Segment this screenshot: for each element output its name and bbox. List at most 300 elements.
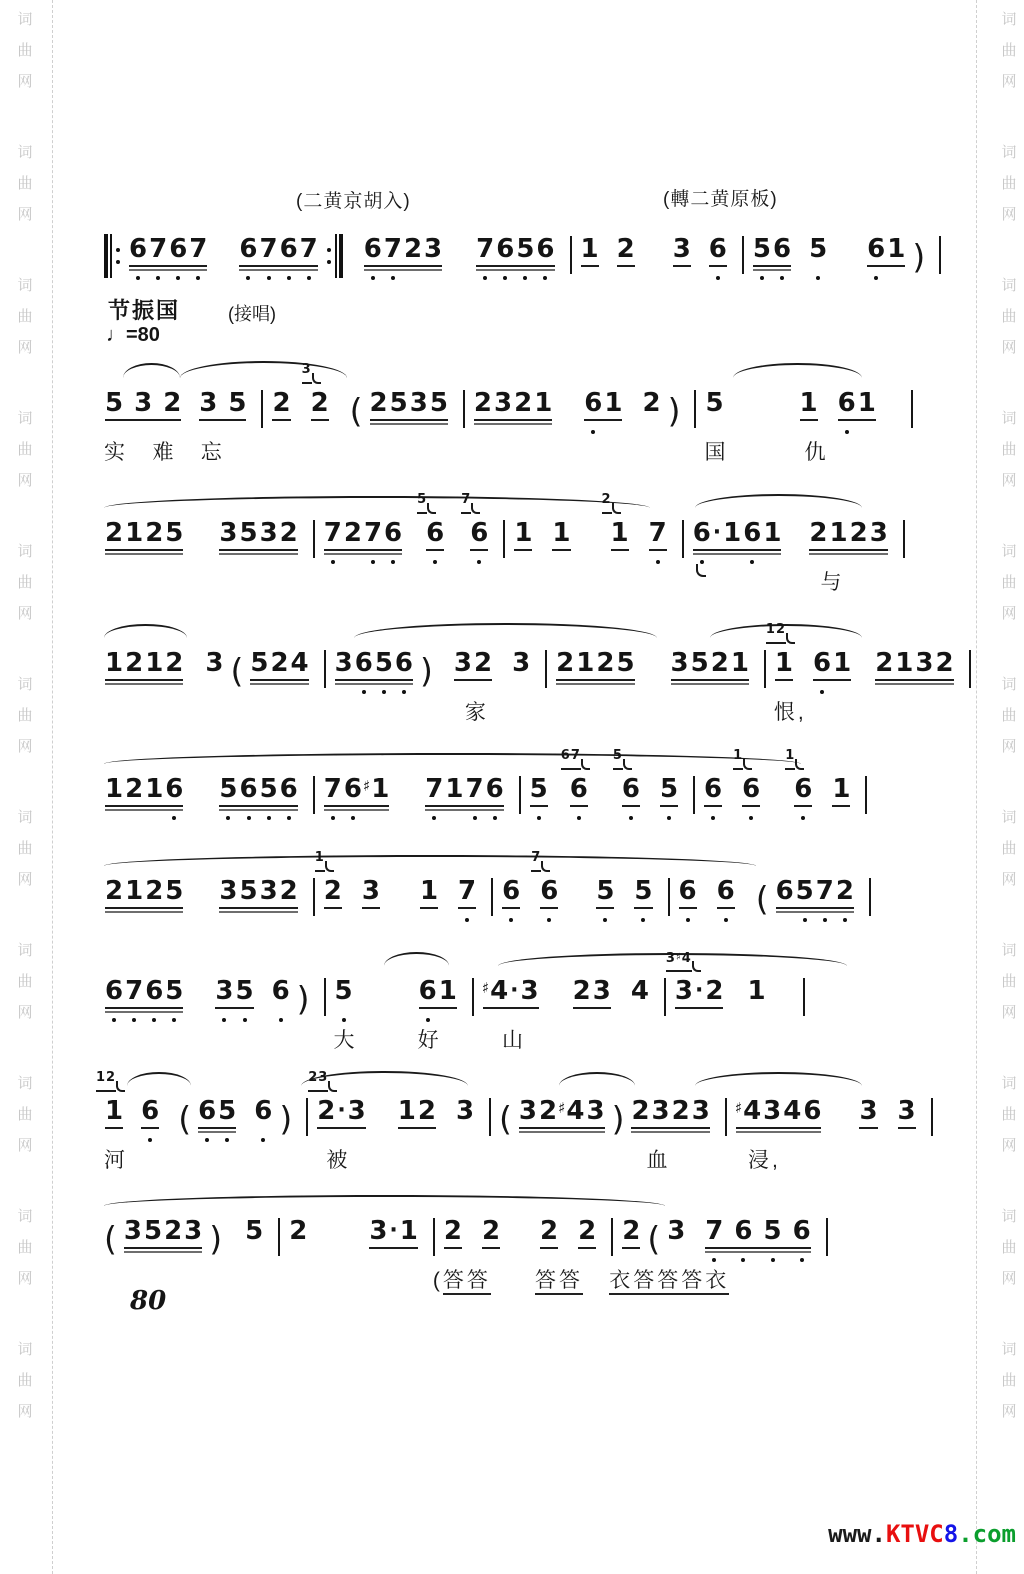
note-digits <box>368 1214 419 1246</box>
grace-note <box>302 363 321 384</box>
beam-line <box>867 265 905 267</box>
barline <box>969 650 971 688</box>
barline <box>803 978 805 1016</box>
note-digits <box>481 1214 501 1246</box>
note-digit: 5 <box>228 388 247 418</box>
left-side-watermark <box>10 4 40 1467</box>
note-group <box>513 516 533 562</box>
note-digits <box>539 1214 559 1246</box>
grace-note <box>461 493 480 514</box>
note-group <box>140 1094 160 1140</box>
note-digits <box>735 1094 823 1126</box>
note-digit: 2 <box>875 648 894 678</box>
watermark-char: 词 <box>1001 277 1017 294</box>
beam-line <box>370 419 448 421</box>
watermark-char: 曲 <box>17 1372 33 1389</box>
note-group <box>808 232 828 278</box>
note-digit: 7 <box>383 234 402 264</box>
watermark-group <box>17 270 32 403</box>
note-group <box>765 622 807 724</box>
watermark-char: 曲 <box>17 1239 33 1256</box>
beam-line <box>617 265 635 267</box>
slur-arc <box>104 855 756 866</box>
watermark-char: 词 <box>1001 1208 1017 1225</box>
parenthesis: ( <box>647 1219 661 1258</box>
beam-line <box>250 679 308 681</box>
note-digit: 3 <box>691 1096 710 1126</box>
note-digit: 2 <box>572 976 591 1006</box>
spacer <box>546 1019 566 1020</box>
watermark-char: 网 <box>17 206 33 223</box>
beam-line <box>272 419 290 421</box>
note-digit: 7 <box>323 774 342 804</box>
watermark-char: 网 <box>1001 1137 1017 1154</box>
note-digits <box>218 874 298 906</box>
note-digits <box>457 874 477 906</box>
note-digit: 2 <box>443 1216 462 1246</box>
note-digit: 6 <box>145 976 164 1006</box>
note-digits <box>455 1094 475 1126</box>
watermark-char: 词 <box>17 144 33 161</box>
note-digit: 3 <box>670 648 689 678</box>
spacer <box>336 431 344 432</box>
beam-line <box>736 1127 822 1129</box>
note-digit: 4 <box>783 1096 802 1126</box>
note-digit: 2 <box>556 648 575 678</box>
beam-line <box>215 1007 253 1009</box>
note-digit: 2 <box>289 1216 308 1246</box>
note-digit: 6 <box>678 876 697 906</box>
beam-line-2 <box>631 1131 709 1133</box>
beam-line-2 <box>364 269 442 271</box>
note-digit: 2 <box>596 648 615 678</box>
barline <box>313 520 315 558</box>
note-digits <box>708 232 728 264</box>
note-digit: 2 <box>935 648 954 678</box>
note-group <box>831 772 851 818</box>
note-group <box>204 646 224 692</box>
note-digit: 3 <box>586 1096 605 1126</box>
grace-hook <box>795 759 804 770</box>
parenthesis: ) <box>420 651 433 690</box>
note-digits <box>271 974 291 1006</box>
note-digit: 6 <box>254 1096 273 1126</box>
note-digit: 1 <box>610 518 629 548</box>
note-digit: 6 <box>426 518 445 548</box>
spacer <box>730 1019 740 1020</box>
watermark-char: 曲 <box>17 840 33 857</box>
beam-line-2 <box>250 683 308 685</box>
grace-hook <box>786 633 795 644</box>
note-group <box>666 1214 686 1260</box>
lyric-char: 答 <box>657 1269 681 1295</box>
beam-line <box>317 1127 366 1129</box>
note-digit: 5 <box>429 388 448 418</box>
beam-line <box>141 1127 159 1129</box>
grace-note-digits: 1 <box>315 851 325 872</box>
lyric: 与 <box>820 571 845 594</box>
note-digit: 1 <box>887 234 906 264</box>
watermark-group <box>17 669 32 802</box>
note-digit: 5 <box>795 876 814 906</box>
spacer <box>731 431 793 432</box>
beam-line <box>675 1007 724 1009</box>
score-line-2 <box>104 362 876 464</box>
beam-line <box>679 907 697 909</box>
spacer <box>773 1019 789 1020</box>
parenthesis: ( <box>499 1099 512 1138</box>
note-group <box>551 516 571 562</box>
note-digit: 6 <box>734 1216 753 1246</box>
note-digit: 7 <box>465 774 484 804</box>
note-digit: 3 <box>518 1096 538 1126</box>
watermark-group <box>1001 802 1016 935</box>
note-digits <box>104 874 184 906</box>
note-digit: 1 <box>799 388 818 418</box>
spacer <box>396 817 418 818</box>
watermark-char: 词 <box>1001 1075 1017 1092</box>
watermark-char: 词 <box>1001 676 1017 693</box>
note-digit: 3 <box>424 234 443 264</box>
note-group <box>271 386 291 432</box>
slur-arc <box>104 624 187 638</box>
note-digit: 3 <box>512 648 531 678</box>
beam-line <box>832 805 850 807</box>
beam-line-2 <box>476 269 554 271</box>
score-line-9 <box>104 1210 862 1292</box>
note-digit: 1 <box>105 648 124 678</box>
note-digits <box>214 974 254 1006</box>
note-group <box>601 492 630 562</box>
note-digit: 6 <box>198 1096 217 1126</box>
beam-line <box>324 907 342 909</box>
note-digit: 5 <box>529 774 548 804</box>
spacer <box>559 431 577 432</box>
watermark-char: 网 <box>1001 472 1017 489</box>
note-digit: 1 <box>576 648 595 678</box>
barline <box>489 1098 491 1136</box>
beam-line-2 <box>753 269 791 271</box>
note-group <box>837 386 877 432</box>
note-group <box>104 646 184 692</box>
grace-note <box>733 749 752 770</box>
lyric: 仇 <box>804 441 829 464</box>
beam-line-2 <box>556 683 634 685</box>
note-group <box>630 974 650 1020</box>
note-digit: 5 <box>389 388 408 418</box>
slur-arc <box>104 1195 665 1206</box>
spacer <box>819 817 825 818</box>
spacer <box>439 691 447 692</box>
beam-line-2 <box>736 1131 822 1133</box>
beam-line-2 <box>425 809 503 811</box>
note-digit: 2 <box>105 518 124 548</box>
note-digit: 7 <box>189 234 208 264</box>
watermark-char: 曲 <box>17 574 33 591</box>
note-digit: 7 <box>705 1216 724 1246</box>
lyric: 国 <box>704 441 729 464</box>
score-line-5 <box>104 748 862 818</box>
note-digits <box>703 772 723 804</box>
watermark-char: 网 <box>1001 1403 1017 1420</box>
slur-arc <box>180 361 347 378</box>
spacer <box>445 919 451 920</box>
watermark-ktvc: KTVC <box>885 1520 944 1548</box>
spacer <box>642 277 666 278</box>
spacer <box>409 561 419 562</box>
beam-line <box>838 419 876 421</box>
note-group <box>704 1214 811 1260</box>
beam-line-2 <box>105 553 183 555</box>
note-digit: 7 <box>476 234 495 264</box>
note-digits <box>323 516 403 548</box>
note-digit: 5 <box>219 774 238 804</box>
lyric: 忘 <box>200 441 225 464</box>
beam-line <box>859 1127 877 1129</box>
spacer <box>825 431 831 432</box>
note-digit: 1 <box>514 518 533 548</box>
barline <box>725 1098 727 1136</box>
watermark-char: 曲 <box>17 973 33 990</box>
repeat-dot <box>116 248 120 252</box>
slur-arc <box>559 1072 635 1086</box>
note-digit: 2 <box>323 876 342 906</box>
note-digits <box>595 874 615 906</box>
note-digit: 1 <box>145 774 164 804</box>
note-digits <box>616 232 636 264</box>
spacer <box>798 277 802 278</box>
beam-line-2 <box>219 911 297 913</box>
note-group <box>670 646 750 692</box>
sharp-sign: ♯ <box>481 979 490 997</box>
parenthesis: ) <box>912 237 926 276</box>
beam-line <box>105 805 183 807</box>
barline <box>519 776 521 814</box>
lyric: 被 <box>326 1149 351 1172</box>
beam-line-2 <box>105 911 183 913</box>
note-digit: 1 <box>145 648 164 678</box>
barline <box>865 776 867 814</box>
note-digits <box>692 516 783 548</box>
note-group <box>531 850 559 920</box>
lyric: 实 <box>104 441 128 464</box>
spacer <box>188 431 192 432</box>
lyric-char: 答 <box>681 1269 705 1295</box>
note-group <box>96 1070 128 1172</box>
beam-line <box>502 907 520 909</box>
note-digit: 7 <box>149 234 168 264</box>
barline <box>472 978 474 1016</box>
spacer <box>539 561 545 562</box>
grace-hook <box>541 861 550 872</box>
note-digit: 5 <box>763 1216 782 1246</box>
watermark-group <box>1001 935 1016 1068</box>
beam-line <box>581 265 599 267</box>
note-digits <box>633 874 653 906</box>
note-digit: 7 <box>125 976 144 1006</box>
note-digit: 2 <box>165 648 184 678</box>
note-digits <box>670 646 750 678</box>
beam-line-2 <box>198 1131 236 1133</box>
parenthesis: ) <box>611 1099 625 1138</box>
lyric: 大 <box>333 1029 358 1052</box>
note-group <box>104 874 184 920</box>
note-digit: 2 <box>279 518 298 548</box>
note-digits <box>808 232 828 264</box>
note-digits <box>369 386 449 418</box>
note-digit: 4 <box>490 976 509 1006</box>
note-digit: 7 <box>323 518 342 548</box>
watermark-group <box>17 802 32 935</box>
beam-line <box>775 679 793 681</box>
beam-line <box>362 907 380 909</box>
note-digit: 7 <box>458 876 477 906</box>
spacer <box>800 691 806 692</box>
note-digits <box>774 646 794 678</box>
barline <box>491 878 493 916</box>
note-digits <box>104 974 184 1006</box>
note-digits <box>238 232 318 264</box>
note-digit: 2 <box>622 1216 641 1246</box>
watermark-char: 网 <box>1001 738 1017 755</box>
lyric: 恨, <box>773 701 807 724</box>
watermark-char: 词 <box>1001 144 1017 161</box>
watermark-char: 网 <box>1001 1004 1017 1021</box>
note-digit: 6 <box>772 234 792 264</box>
note-digit: 6 <box>743 518 762 548</box>
note-group <box>253 1094 273 1140</box>
watermark-char: 网 <box>17 738 33 755</box>
beam-line <box>369 1247 418 1249</box>
watermark-char: 词 <box>17 676 33 693</box>
spacer <box>298 431 304 432</box>
note-digit: 6 <box>716 876 735 906</box>
watermark-char: 词 <box>17 543 33 560</box>
note-digit: 3 <box>592 976 611 1006</box>
beam-line <box>426 549 444 551</box>
note-digits <box>511 646 531 678</box>
note-digit: 3 <box>369 1216 388 1246</box>
note-digit: 6 <box>129 234 148 264</box>
note-digit: 1 <box>895 648 914 678</box>
grace-note <box>417 493 436 514</box>
watermark-char: 曲 <box>17 42 33 59</box>
note-digit: 2 <box>809 518 828 548</box>
repeat-dot <box>327 248 331 252</box>
note-digit: 3 <box>205 648 224 678</box>
note-digits <box>799 386 819 418</box>
beam-line-2 <box>105 683 183 685</box>
repeat-end-sign <box>325 234 343 278</box>
note-digit: 5 <box>616 648 635 678</box>
note-digit: 5 <box>143 1216 163 1246</box>
note-digit: 2 <box>417 1096 436 1126</box>
watermark-char: 网 <box>17 339 33 356</box>
note-digit: 1 <box>829 518 848 548</box>
note-digit: 6 <box>540 876 559 906</box>
spacer <box>243 1139 247 1140</box>
note-digits <box>197 1094 237 1126</box>
watermark-group <box>1001 270 1016 403</box>
beam-line <box>622 805 640 807</box>
barline <box>682 520 684 558</box>
note-digit: 3 <box>123 1216 142 1246</box>
note-digit: 6 <box>813 648 832 678</box>
grace-hook <box>427 503 436 514</box>
note-digit: 3 <box>347 1096 366 1126</box>
note-digit: 5 <box>165 518 184 548</box>
repeat-thick-bar <box>339 234 343 278</box>
note-group <box>746 974 766 1020</box>
note-digit: 2 <box>125 648 144 678</box>
note-group <box>475 232 555 278</box>
beam-line <box>660 805 678 807</box>
beam-line <box>219 549 297 551</box>
lyric <box>535 1264 583 1294</box>
note-group <box>648 516 668 562</box>
beam-line <box>776 907 854 909</box>
grace-hook <box>312 373 321 384</box>
beam-line <box>519 1127 605 1129</box>
watermark-char: 词 <box>17 410 33 427</box>
watermark-char: 网 <box>17 1403 33 1420</box>
note-digit: 6 <box>837 388 856 418</box>
grace-note-digits: 3 <box>302 363 312 384</box>
spacer <box>349 919 355 920</box>
note-digits <box>837 386 877 418</box>
barline <box>826 1218 828 1256</box>
note-digit: 1 <box>730 648 749 678</box>
beam-line <box>105 419 181 421</box>
note-group <box>238 232 318 278</box>
lyric: 山 <box>502 1029 527 1052</box>
note-group <box>481 1214 501 1260</box>
watermark-group <box>17 1201 32 1334</box>
sharp-sign: ♯ <box>362 777 371 795</box>
beam-line <box>673 265 691 267</box>
barline <box>931 1098 933 1136</box>
note-digits <box>858 1094 878 1126</box>
note-digit: 6 <box>621 774 640 804</box>
note-digit: 3 <box>184 1216 203 1246</box>
grace-note-digits: 3♯4 <box>666 951 692 972</box>
watermark-char: 曲 <box>17 441 33 458</box>
lyric: 好 <box>417 1029 442 1052</box>
note-group <box>271 974 291 1020</box>
note-digits <box>659 772 679 804</box>
note-digit: 2 <box>125 774 144 804</box>
beam-line <box>709 265 727 267</box>
note-digit: 5 <box>165 976 184 1006</box>
slur-arc <box>695 1072 862 1086</box>
spacer <box>469 1259 475 1260</box>
spacer <box>742 919 750 920</box>
spacer <box>449 277 469 278</box>
note-digits <box>198 386 247 418</box>
slur-arc <box>733 363 862 378</box>
note-digit: 5 <box>516 234 535 264</box>
note-digit: 7 <box>299 234 318 264</box>
lyric: 难 <box>152 441 177 464</box>
note-digit: 5 <box>235 976 254 1006</box>
note-group <box>123 1214 203 1260</box>
lyric-char: 衣 <box>705 1269 729 1295</box>
note-group <box>363 232 443 278</box>
beam-line <box>364 265 442 267</box>
note-digits <box>866 232 906 264</box>
note-digit: 2 <box>616 234 635 264</box>
spacer <box>190 691 198 692</box>
